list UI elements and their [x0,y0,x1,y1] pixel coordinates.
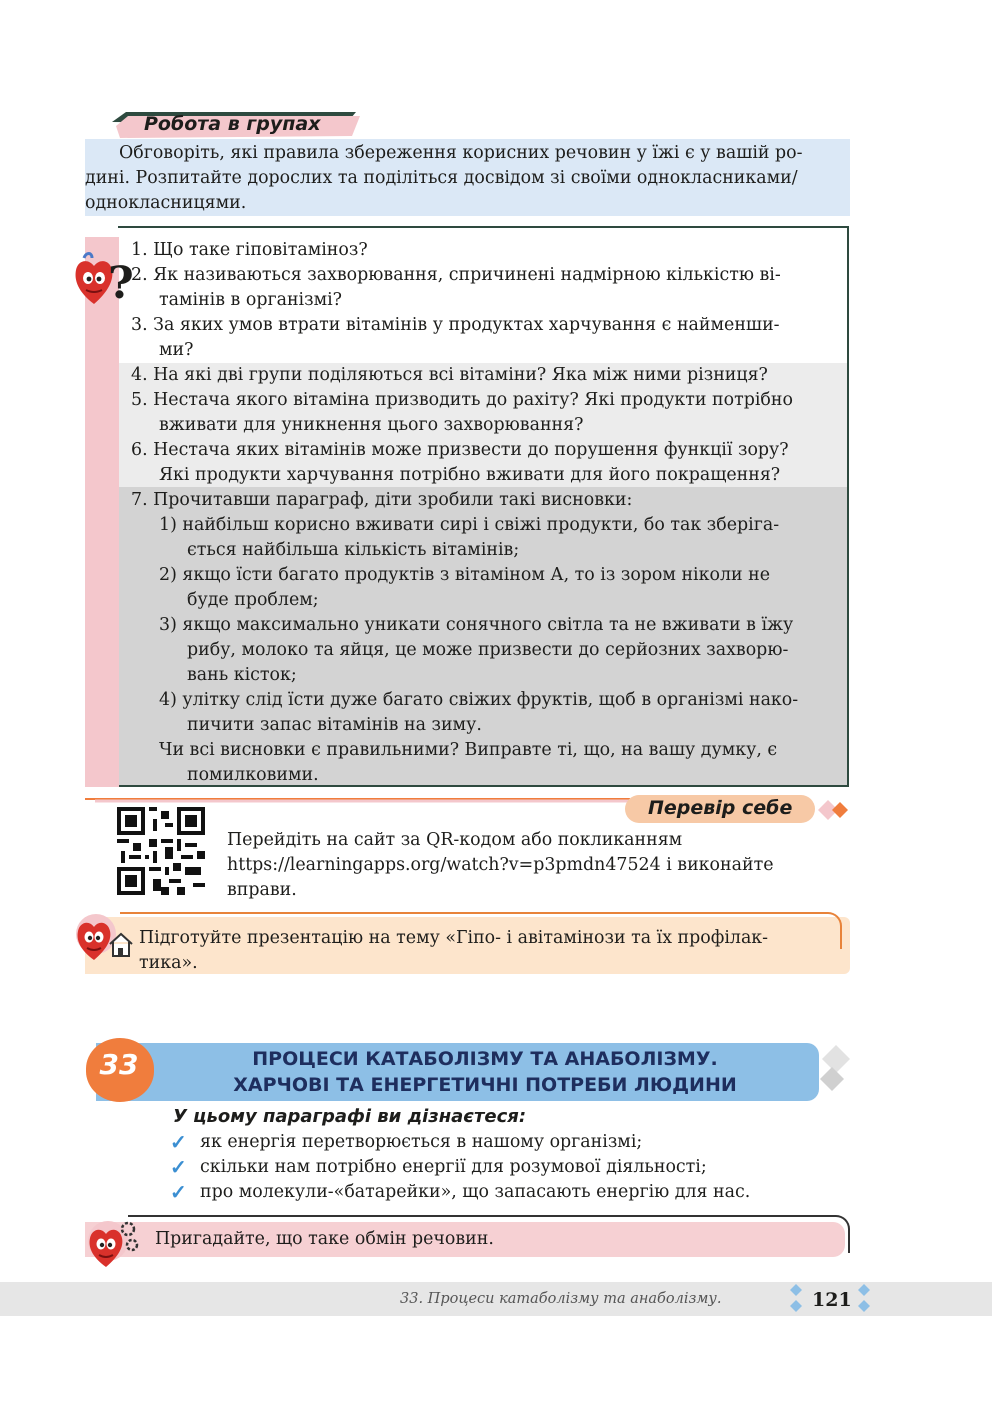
question-line: вань кісток; [187,665,297,685]
question-line: помилковими. [187,765,319,785]
question-line: ми? [159,340,194,360]
homework-text [139,926,839,976]
svg-text:?: ? [108,258,134,308]
section-number: 33 [99,1048,139,1081]
check-yourself-title: Перевір себе [648,797,793,819]
question-line: 3) якщо максимально уникати сонячного світла та не вживати в їжу [159,615,794,635]
question-line: 2. Як називаються захворювання, спричинені надмірною кількістю ві- [131,265,781,285]
check-yourself-line: вправи. [227,880,297,900]
diamonds-icon [818,1043,854,1099]
heart-mascot-house-icon [72,910,134,966]
diamonds-icon [818,798,852,822]
learn-item: про молекули-«батарейки», що запасають енергію для нас. [200,1182,751,1202]
checkmark-icon: ✓ [170,1155,187,1179]
footer-running-title: 33. Процеси катаболізму та анаболізму. [400,1291,722,1307]
question-line: 1. Що таке гіповітаміноз? [131,240,368,260]
diamonds-icon [856,1284,872,1314]
question-line: 4) улітку слід їсти дуже багато свіжих фруктів, щоб в організмі нако- [159,690,799,710]
group-work-text [85,141,850,216]
question-line: 1) найбільш корисно вживати сирі і свіжі продукти, бо так зберіга- [159,515,780,535]
heart-mascot-gear-icon [82,1215,146,1273]
check-yourself-text [227,828,857,903]
question-line: 7. Прочитавши параграф, діти зробили такі висновки: [131,490,633,510]
question-line: 5. Нестача якого вітаміна призводить до рахіту? Які продукти потрібно [131,390,793,410]
question-line: 4. На які дві групи поділяються всі вітаміни? Яка між ними різниця? [131,365,768,385]
section-title [150,1046,820,1098]
question-line: пичити запас вітамінів на зиму. [187,715,482,735]
section-title-line: ХАРЧОВІ ТА ЕНЕРГЕТИЧНІ ПОТРЕБИ ЛЮДИНИ [233,1074,737,1096]
question-line: тамінів в організмі? [159,290,343,310]
question-line: 6. Нестача яких вітамінів може призвести до порушення функції зору? [131,440,789,460]
qr-code-icon[interactable] [117,807,205,895]
checkmark-icon: ✓ [170,1130,187,1154]
question-line: 2) якщо їсти багато продуктів з вітаміном А, то із зором ніколи не [159,565,770,585]
question-line: 3. За яких умов втрати вітамінів у продуктах харчування є найменши- [131,315,780,335]
group-work-line: дині. Розпитайте дорослих та поділіться досвідом зі своїми однокласниками/ [85,168,798,188]
recall-text: Пригадайте, що таке обмін речовин. [155,1229,494,1249]
check-yourself-line: Перейдіть на сайт за QR-кодом або покликанням [227,830,683,850]
group-work-line: Обговоріть, які правила збереження корисних речовин у їжі є у вашій ро- [119,143,803,163]
question-line: Які продукти харчування потрібно вживати для його покращення? [159,465,781,485]
page-number: 121 [812,1289,852,1311]
question-line: ється найбільша кількість вітамінів; [187,540,520,560]
section-title-line: ПРОЦЕСИ КАТАБОЛІЗМУ ТА АНАБОЛІЗМУ. [252,1048,718,1070]
homework-line: Підготуйте презентацію на тему «Гіпо- і авітамінози та їх профілак- [139,928,769,948]
question-line: вживати для уникнення цього захворювання? [159,415,584,435]
learn-item: як енергія перетворюється в нашому організмі; [200,1132,643,1152]
checkmark-icon: ✓ [170,1180,187,1204]
group-work-title: Робота в групах [144,113,321,135]
group-work-line: однокласницями. [85,193,247,213]
question-line: буде проблем; [187,590,319,610]
learn-item: скільки нам потрібно енергії для розумової діяльності; [200,1157,707,1177]
learn-heading: У цьому параграфі ви дізнаєтеся: [173,1106,527,1127]
diamonds-icon [788,1284,804,1314]
question-line: рибу, молоко та яйця, це може призвести до серйозних захворю- [187,640,789,660]
heart-mascot-question-icon [72,250,134,308]
questions-side-bar [85,237,119,787]
check-yourself-divider [85,797,630,807]
question-line: Чи всі висновки є правильними? Виправте ті, що, на вашу думку, є [159,740,778,760]
check-yourself-link-line[interactable]: https://learningapps.org/watch?v=p3pmdn47524 і виконайте [227,855,774,875]
homework-line: тика». [139,953,198,973]
